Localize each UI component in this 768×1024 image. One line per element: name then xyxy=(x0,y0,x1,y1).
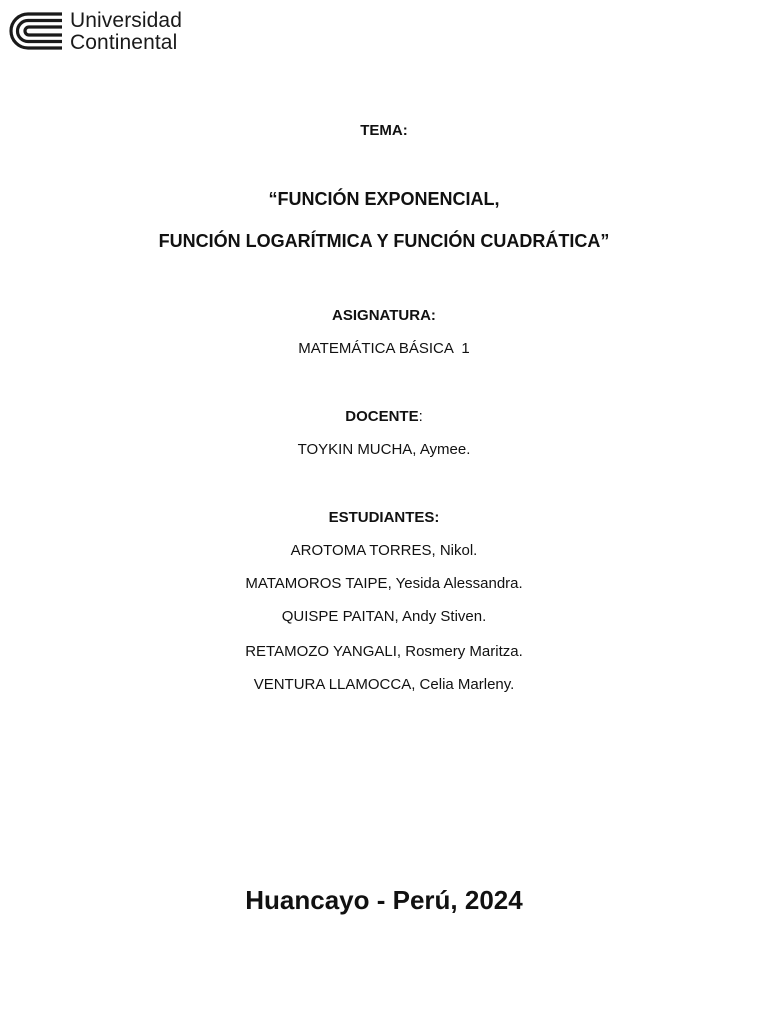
university-logo xyxy=(8,10,182,52)
teacher-label: DOCENTE xyxy=(345,408,419,425)
teacher-label-colon: : xyxy=(418,408,423,425)
teacher-value: TOYKIN MUCHA, Aymee. xyxy=(297,441,471,458)
continental-c-logo-icon xyxy=(8,11,62,51)
logo-text xyxy=(70,10,182,53)
logo-line-1: Universidad xyxy=(70,8,182,32)
student-name: QUISPE PAITAN, Andy Stiven. xyxy=(281,608,487,625)
teacher-label-row xyxy=(0,408,768,426)
place-date: Huancayo - Perú, 2024 xyxy=(245,885,523,915)
student-name: VENTURA LLAMOCCA, Celia Marleny. xyxy=(253,676,515,693)
topic-title-line-2: FUNCIÓN LOGARÍTMICA Y FUNCIÓN CUADRÁTICA” xyxy=(158,231,610,251)
topic-title-line-1: “FUNCIÓN EXPONENCIAL, xyxy=(268,189,500,209)
student-name: AROTOMA TORRES, Nikol. xyxy=(290,542,478,559)
subject-value: MATEMÁTICA BÁSICA 1 xyxy=(298,340,470,357)
student-name: RETAMOZO YANGALI, Rosmery Maritza. xyxy=(245,643,523,660)
students-label: ESTUDIANTES: xyxy=(328,509,440,526)
subject-label: ASIGNATURA: xyxy=(332,307,436,324)
student-name: MATAMOROS TAIPE, Yesida Alessandra. xyxy=(245,575,523,592)
topic-label: TEMA: xyxy=(360,122,408,139)
logo-line-2: Continental xyxy=(70,30,178,54)
